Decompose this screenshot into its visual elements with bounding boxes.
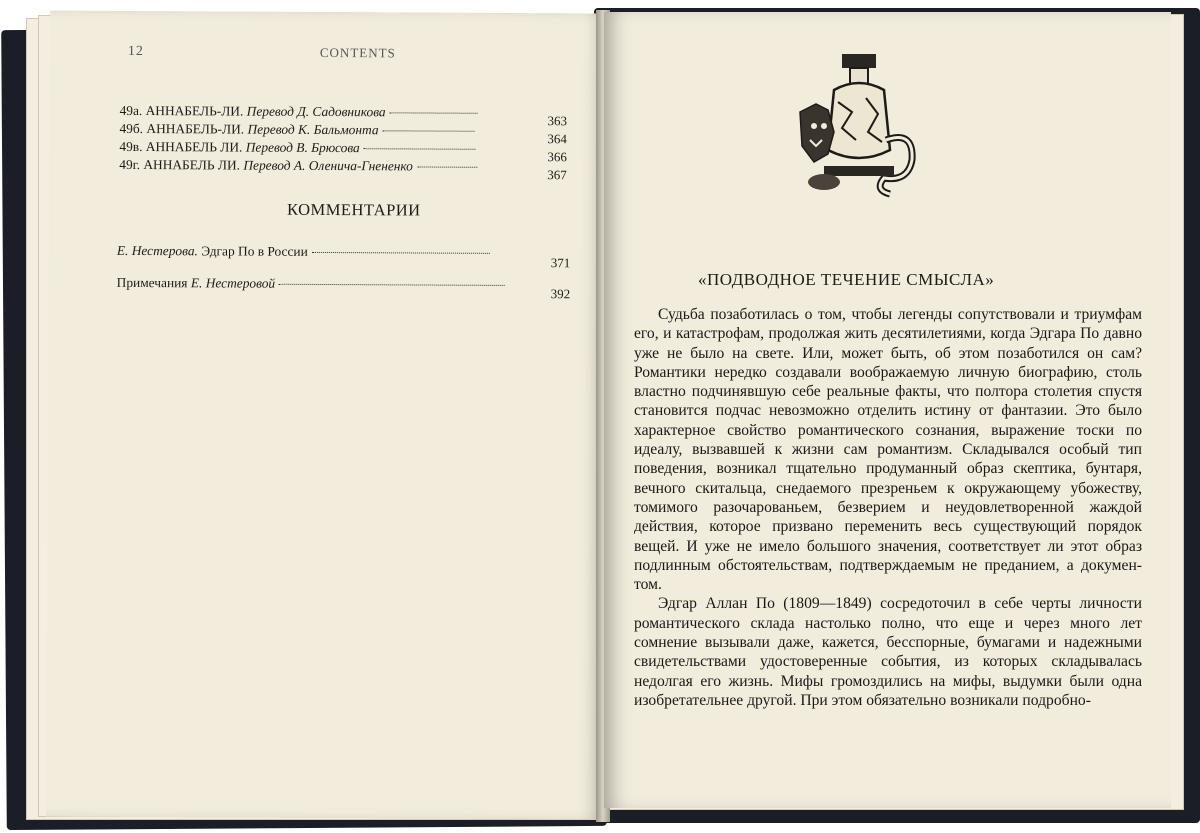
paragraph: Эдгар Аллан По (1809—1849) сосредоточил в себе черты личности романтического склада настолько полно, что еще и через много лет сомнение вызывали даже, кажется, бесспорные, бумагами и надежными свидетельствами удостоверенные события, из которых складывалась недолгая его жизнь. Мифы громоздились на мифы, выдумки были одна изобретательнее другой. При этом обязательно возникали подробно-	[634, 595, 1142, 709]
toc-page-number: 366	[547, 149, 567, 165]
running-head: CONTENTS	[319, 44, 396, 61]
right-page	[604, 12, 1171, 808]
chapter-body	[634, 305, 1142, 710]
toc-item: 49б. АННАБЕЛЬ-ЛИ. Перевод К. Бальмонта	[119, 121, 589, 139]
comment-item: Примечания Е. Нестеровой	[117, 275, 587, 293]
toc-page-number: 363	[547, 113, 568, 129]
toc-page-number: 364	[547, 131, 567, 147]
gargoyle-vase-icon	[794, 50, 924, 198]
toc-item: 49в. АННАБЕЛЬ ЛИ. Перевод В. Брюсова	[119, 139, 589, 157]
paragraph: Судьба позаботилась о том, чтобы легенды сопутствовали и триумфам его, и катастрофам, продолжая жить десятилетиями, когда Эдгара По давно уже не было на свете. Или, может быть, об этом позаботился он сам? Романтики нередко создавали воображаемую личную биографию, столь властно подчинявшую себе реальные факты, что полтора столетия спустя становится подчас невозможно отделить истину от фантазии. Это было характерное свойство романтического сознания, выражение тоски по идеалу, вызвавшей к жизни сам романтизм. Складывался особый тип поведения, возникал тщательно продуманный образ скептика, бунтаря, вечного скитальца, снедаемого презреньем к окружающему убожеству, томимого разочарованьем, безверием и неудовлетворенной жаждой действия, которое призвано переменить весь существующий порядок вещей. И уже не имело большого значения, соответствует ли этот образ подлинным обстоятельствам, подтверждаемым не преданием, а документом.	[634, 306, 1142, 594]
comment-page-number: 371	[550, 255, 571, 271]
toc-item: 49г. АННАБЕЛЬ ЛИ. Перевод А. Оленича-Гнененко	[119, 157, 589, 175]
page-number: 12	[127, 43, 144, 60]
chapter-title: «ПОДВОДНОЕ ТЕЧЕНИЕ СМЫСЛА»	[698, 270, 995, 289]
toc-item: 49а. АННАБЕЛЬ-ЛИ. Перевод Д. Садовникова	[120, 103, 590, 121]
left-page	[46, 11, 606, 820]
section-heading: КОММЕНТАРИИ	[287, 199, 421, 220]
comment-item: Е. Нестерова. Эдгар По в России	[117, 243, 587, 261]
comment-page-number: 392	[550, 286, 571, 302]
toc-page-number: 367	[547, 167, 567, 183]
